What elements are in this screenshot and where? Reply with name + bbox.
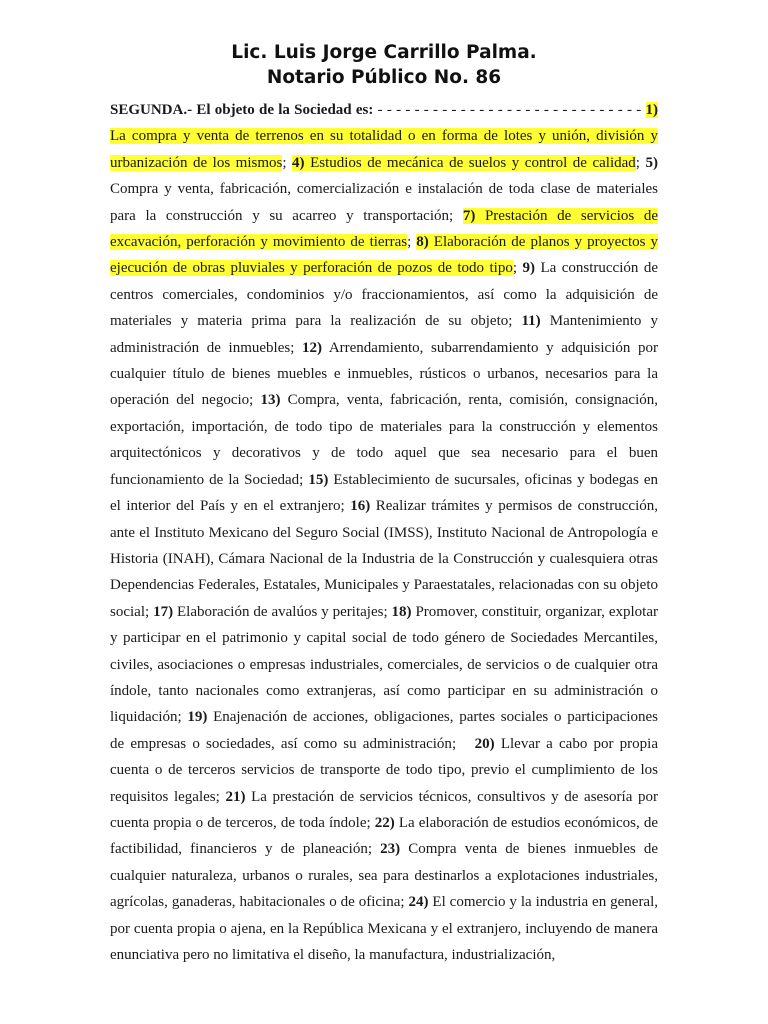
clause-item-number: 1) (645, 102, 659, 118)
clause-item-number: 5) (645, 154, 658, 171)
clause-item-text: La compra y venta de terrenos en su totalidad o en forma de lotes y unión, división y urbanización de los mismos (110, 128, 658, 171)
clause-items (110, 102, 658, 963)
clause-item-number: 22) (374, 814, 395, 831)
clause-item-text: La prestación de servicios técnicos, consultivos y de asesoría por cuenta propia o de terceros, de toda índole (110, 788, 658, 831)
clause-item-text: Estudios de mecánica de suelos y control de calidad (304, 154, 636, 171)
clause-separator: ; (290, 339, 303, 356)
clause-separator: ; (145, 603, 154, 620)
notary-name: Lic. Luis Jorge Carrillo Palma. (231, 42, 537, 63)
clause-item-number: 7) (462, 207, 476, 224)
clause-item-number: 20) (474, 735, 495, 752)
clause-item (110, 498, 658, 620)
clause-separator: ; (249, 392, 261, 409)
clause-item-text: Elaboración de avalúos y peritajes (173, 603, 384, 620)
clause-separator: ; (512, 260, 523, 277)
clause-item-number: 15) (308, 471, 329, 488)
clause-item-number: 21) (225, 788, 246, 805)
clause-separator: ; (451, 735, 475, 752)
clause-item-text: Realizar trámites y permisos de construcción, ante el Instituto Mexicano del Seguro Social (IMSS), Instituto Nacional de Antropología e Historia (INAH), Cámara Nacional de la Industria de la Construcción y cualesquiera otras Dependencias Federales, Estatales, Municipales y Paraestatales, relacionadas con su objeto social (110, 498, 659, 620)
clause-item-text: Compra venta de bienes inmuebles de cualquier naturaleza, urbanos o rurales, sea para destinarlos a explotaciones industriales, agrícolas, ganaderas, habitacionales o de oficina (110, 841, 658, 911)
clause-item-text: Enajenación de acciones, obligaciones, partes sociales o participaciones de empresas o sociedades, así como su administración (110, 709, 658, 752)
clause-item (292, 155, 636, 171)
notary-number: Notario Público No. 86 (266, 67, 502, 88)
clause-item (110, 604, 658, 726)
clause-item-number: 4) (292, 154, 305, 171)
clause-item-number: 18) (391, 603, 412, 620)
clause-item-text: Compra y venta, fabricación, comercialización e instalación de toda clase de materiales para la construcción y su acarreo y transportación (110, 181, 658, 224)
clause-item-text: Arrendamiento, subarrendamiento y adquisición por cualquier título de bienes muebles e inmuebles, rústicos o urbanos, necesarios para la operación del negocio (110, 339, 658, 409)
clause-separator: ; (383, 603, 392, 620)
clause-item-number: 16) (350, 498, 371, 515)
clause-separator: ; (366, 814, 375, 831)
clause-separator: ; (282, 154, 293, 171)
clause-separator: ; (177, 709, 188, 726)
clause-item-text: Prestación de servicios de excavación, perforación y movimiento de tierras (110, 207, 658, 251)
clause-item-number: 9) (522, 260, 535, 277)
clause-item-text: La construcción de centros comerciales, condominios y/o fraccionamientos, así como la adquisición de materiales y materia prima para la realización de su objeto (110, 260, 658, 330)
clause-item-number: 11) (521, 313, 541, 330)
clause-item-number: 19) (187, 709, 208, 726)
clause-dashes: - - - - - - - - - - - - - - - - - - - - - - - - - - - - - (373, 102, 642, 118)
clause-item-number: 8) (416, 234, 429, 251)
clause-item-text: Mantenimiento y administración de inmuebles (110, 313, 658, 356)
clause-separator: ; (340, 498, 351, 515)
clause-separator: ; (449, 207, 463, 224)
clause-item-number: 23) (380, 841, 401, 858)
clause-item-text: La elaboración de estudios económicos, de factibilidad, financieros y de planeación (110, 814, 658, 858)
clause-separator: ; (635, 154, 646, 171)
clause-item-number: 17) (153, 603, 174, 620)
clause-item-number: 12) (302, 339, 323, 356)
clause-item-text: Promover, constituir, organizar, explotar y participar en el patrimonio y capital social de todo género de Sociedades Mercantiles, civiles, asociaciones o empresas industriales, comerciales, de servicios o de cualquier otra índole, tanto nacionales como extranjeras, así como participar en su administración o liquidación (110, 603, 658, 726)
clause-separator: ; (367, 841, 381, 858)
clause-separator: ; (215, 788, 226, 805)
clause-item-text: Establecimiento de sucursales, oficinas y bodegas en el interior del País y en el extranjero (110, 471, 658, 515)
clause-item-text: Llevar a cabo por propia cuenta o de terceros servicios de transporte de todo tipo, previo el cumplimiento de los requisitos legales (110, 735, 658, 805)
clause-separator: ; (400, 894, 409, 911)
clause-item-text: El comercio y la industria en general, por cuenta propia o ajena, en la República Mexicana y el extranjero, incluyendo de manera enunciativa pero no limitativa el diseño, la manufactura, industrialización, (110, 894, 659, 963)
clause-item (153, 604, 383, 620)
clause-separator: ; (407, 234, 417, 251)
clause-item-number: 13) (260, 392, 281, 409)
clause-body (110, 97, 658, 968)
clause-separator: ; (299, 471, 309, 488)
clause-item-text: Compra, venta, fabricación, renta, comisión, consignación, exportación, importación, de todo tipo de materiales para la construcción y elementos arquitectónicos y decorativos y de todo aquel que sea necesario para el buen funcionamiento de la Sociedad (110, 392, 658, 488)
clause-separator: ; (508, 313, 522, 330)
clause-item-number: 24) (408, 894, 429, 911)
clause-item-text: Elaboración de planos y proyectos y ejecución de obras pluviales y perforación de pozos de todo tipo (110, 234, 659, 277)
clause-heading: SEGUNDA.- El objeto de la Sociedad es: (110, 102, 374, 118)
